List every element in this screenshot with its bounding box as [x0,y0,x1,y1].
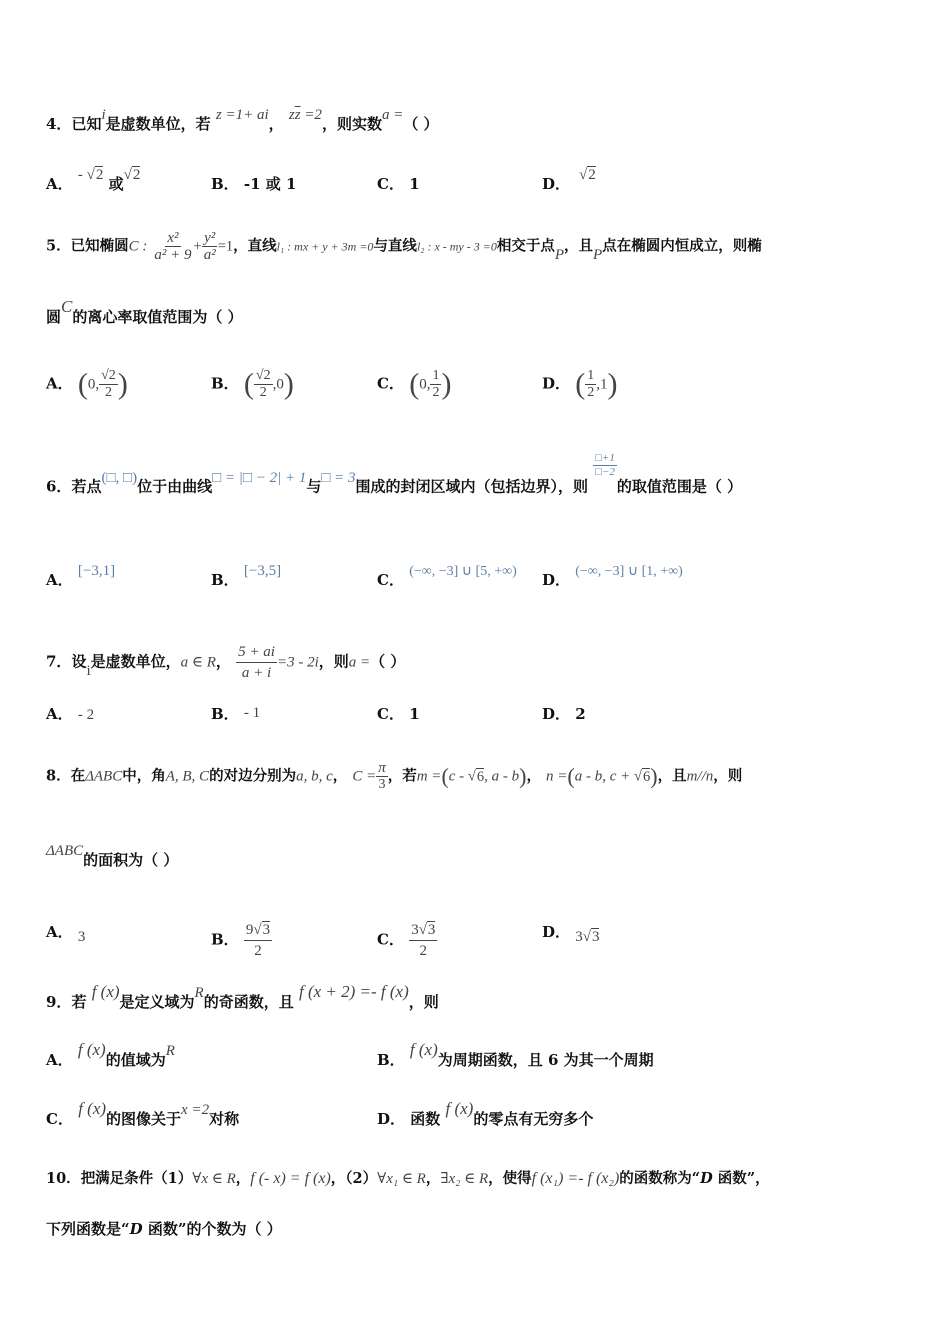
q7-option-d[interactable] [542,702,586,726]
q5-option-b[interactable]: B． ( $\frac{√2}{2}$ ,0) [211,367,294,401]
math-line-l1: l₁ : mx + y + 3m =0 [276,239,374,254]
q4-option-b[interactable] [211,172,296,196]
q-text: ，直线 [233,237,277,255]
q-text: 若点 [71,477,102,496]
option-label: A． [46,705,73,723]
q-text: 的面积为（ ） [83,851,179,869]
math-r: R [194,985,204,1001]
question-number: 9． [46,993,72,1011]
option-label: D． [542,374,571,393]
q-text: 设 [71,652,87,671]
option-text: 的图像关于 [106,1110,182,1128]
option-label: C． [46,1110,73,1128]
math-a: a = [348,654,371,671]
question-10-line-2 [46,1217,916,1241]
math-parallel: m//n [686,768,714,785]
option-label: C． [377,930,404,949]
option-label: D． [542,175,571,193]
fraction: $\frac{1}{2}$ [587,368,595,400]
q-text: （ ） [370,652,406,671]
math-zero: 0, [87,376,100,393]
q9-option-d[interactable] [377,1099,594,1131]
math-term: , a - b [484,768,520,785]
option-text: 或 [108,175,124,193]
q-text: 围成的封闭区域内（包括边界），则 [355,477,589,496]
option-label: B． [211,374,239,393]
option-label: A． [46,923,73,941]
math-value: - 2 [77,707,95,723]
q7-option-c[interactable] [377,702,420,726]
q9-option-a[interactable] [46,1040,175,1073]
d-letter: D [700,1170,713,1187]
option-label: D． [542,923,571,941]
question-number: 7． [46,652,72,671]
q-text: ， [268,115,284,133]
math-fx: f (x) [78,1099,107,1118]
sqrt-6: √6 [634,768,651,785]
math-triangle: ΔABC [46,843,84,859]
math-line-l2: l₂ : x - my - 3 =0 [416,239,497,254]
q-text: 若 [71,993,87,1011]
math-sides: a, b, c [296,768,333,785]
question-8-line-2 [46,843,916,873]
math-interval: [−3,1] [77,563,116,579]
math-forall-x1: ∀x₁ ∈ R [377,1171,426,1187]
option-text: -1 或 1 [243,175,297,193]
q-text: ， [235,1170,251,1187]
math-interval: (−∞, −3] ∪ [1, +∞) [575,564,683,579]
q-text: 位于由曲线 [137,477,213,496]
math-interval: [−3,5] [243,563,282,579]
sqrt-2: √2 [575,167,596,183]
q6-option-d[interactable] [542,564,683,594]
q4-option-c[interactable] [377,172,420,196]
question-5 [46,230,916,263]
question-9 [46,982,916,1015]
math-fx: f (x) [91,982,120,1001]
q6-option-c[interactable] [377,564,517,594]
option-text: 的值域为 [105,1051,166,1069]
q-text: 是虚数单位，若 [105,115,211,133]
q-text: ，若 [387,767,417,785]
math-zero: ,0 [272,376,284,393]
math-forall-x: ∀x ∈ R [192,1171,236,1187]
math-odd-relation: f (x₁) =- f (x₂) [531,1170,620,1187]
q-text: ，则 [408,993,439,1011]
q8-option-d[interactable] [542,920,599,945]
q-text: ， [215,652,231,671]
d-letter: D [129,1220,143,1238]
math-x-eq-2: x =2 [181,1102,210,1118]
question-number: 4． [46,115,72,133]
question-5-line-2 [46,297,916,329]
q6-option-b[interactable] [211,563,282,593]
question-number: 10． [46,1170,81,1187]
question-number: 5． [46,237,71,255]
q-text: ，且 [657,767,687,785]
q-text: 的离心率取值范围为（ ） [72,308,243,326]
q4-option-d[interactable] [542,167,596,197]
question-number: 8． [46,767,71,785]
option-text: 1 [409,175,420,193]
q-text: 已知 [71,115,102,133]
option-text: 的零点有无穷多个 [473,1110,594,1128]
option-text: 对称 [209,1110,240,1128]
option-label: B． [377,1051,405,1069]
q-text: 圆 [46,308,62,326]
q5-option-c[interactable]: C． (0, $\frac{1}{2}$ ) [377,367,452,401]
sqrt-2: √2 [123,167,141,183]
q-text: 中，角 [122,767,166,785]
fraction: $\frac{\pi}{3}$ [378,760,386,792]
math-z: z =1+ ai [215,107,269,123]
option-label: A． [46,374,73,393]
math-value: 3 [77,929,86,945]
math-even: f (- x) = f (x) [250,1170,331,1187]
question-8: 8．在ΔABC中，角A, B, C的对边分别为a, b, c， C = $\frac{\pi}{3}$ ，若m =(c - √6, a - b)， n =(a - b, c + √6)，且m//n，则 [46,760,743,792]
q-text: ，则实数 [321,115,382,133]
q-text: 的奇函数，且 [203,993,294,1011]
q7-option-a[interactable] [46,702,94,727]
math-p: P [554,246,565,263]
q-text: 函数”的个数为（ ） [142,1220,282,1238]
fraction: $\frac{3√3}{2}$ [411,922,436,959]
math-triangle: ΔABC [85,768,123,785]
q-text: 与 [306,477,322,496]
math-plus: + [193,238,202,255]
math-fx: f (x) [77,1040,106,1059]
question-number: 6． [46,477,72,496]
option-label: A． [46,571,73,589]
math-one: ,1 [596,376,608,393]
option-label: D． [542,571,571,589]
math-interval: (−∞, −3] ∪ [5, +∞) [409,564,517,579]
fraction: $\frac{□+1}{□-2}$ [595,452,615,478]
math-fx: f (x) [409,1040,438,1059]
math-fx: f (x) [445,1099,474,1118]
q-text: ，（2） [330,1170,378,1187]
fraction: $\frac{5 + ai}{a + i}$ [238,644,275,681]
q-text: 的函数称为“ [619,1170,701,1187]
math-eq: =1 [217,238,234,255]
q5-option-a[interactable]: A． (0, $\frac{√2}{2}$ ) [46,367,128,401]
q-text: ，使得 [488,1170,532,1187]
option-label: C． [377,705,404,723]
option-text: 函数 [410,1110,441,1128]
q4-option-a[interactable] [46,167,141,197]
option-label: A． [46,175,73,193]
option-label: C． [377,374,404,393]
math-value: 3√3 [575,929,600,945]
math-zzbar: $z\overline{z} =2$ [288,107,322,123]
math-a-in-r: a ∈ R [180,654,216,671]
math-exists-x2: ∃x₂ ∈ R [440,1171,489,1187]
q9-option-c[interactable] [46,1099,240,1132]
q-text: 是虚数单位， [90,652,181,671]
q-text: 已知椭圆 [70,237,129,255]
math-fx-relation: f (x + 2) =- f (x) [298,982,409,1001]
q-text: 在 [70,767,86,785]
option-label: B． [211,930,239,949]
q5-option-d[interactable]: D． ( $\frac{1}{2}$ ,1) [542,367,618,401]
question-6 [46,452,916,501]
math-zero: 0, [419,376,431,393]
q7-option-b[interactable] [211,702,260,727]
sqrt-6: √6 [467,768,485,785]
option-label: D． [542,705,571,723]
math-c: C : [128,238,148,255]
fraction: $\frac{√2}{2}$ [101,368,116,400]
q8-option-c[interactable] [377,920,437,961]
q-text: 的对边分别为 [209,767,297,785]
math-curve: □ = |□ − 2| + 1 [212,469,307,486]
fraction: $\frac{9√3}{2}$ [245,922,271,959]
math-i: i [101,107,106,123]
q-text: 函数”， [712,1170,770,1187]
fraction: $\frac{1}{2}$ [432,368,440,400]
math-c: C [61,297,73,316]
math-point: (□, □) [101,469,138,486]
option-label: B． [211,705,239,723]
q-text: 的取值范围是（ ） [616,477,743,496]
option-label: B． [211,571,239,589]
option-label: A． [46,1051,73,1069]
q-text: ，且 [564,237,594,255]
math-angles: A, B, C [165,768,210,785]
math-term: a - b, c + [574,768,635,785]
q-text: ， [526,767,541,785]
fraction: $\frac{\text{y²}}{\text{a²}}$ [203,230,216,263]
math-vector-m: m = [416,768,442,785]
q9-option-b[interactable] [377,1040,654,1072]
math-term: c - [448,768,468,785]
q8-option-b[interactable] [211,920,272,961]
math-vector-n: n = [546,768,568,785]
q-text: 点在椭圆内恒成立，则椭 [602,237,762,255]
option-text: 1 [409,705,420,723]
q-text: （ ） [403,115,439,133]
q-text: 与直线 [373,237,417,255]
math-eq: =3 - 2i [276,654,319,671]
fraction: $\frac{√2}{2}$ [255,368,271,400]
math-i: i [86,662,91,679]
option-label: D． [377,1110,406,1128]
math-p: P [593,246,603,263]
fraction: $\frac{\text{x²}}{\text{a² + 9}}$ [154,230,192,263]
q-text: 是定义域为 [119,993,195,1011]
math-line: □ = 3 [321,469,356,486]
q-text: ， [425,1170,441,1187]
q-text: 把满足条件（1） [80,1170,193,1187]
option-label: C． [377,175,404,193]
math-minus: - [77,167,87,183]
question-4 [46,107,916,137]
math-c: C = [352,768,377,785]
math-value: - 1 [243,705,261,721]
option-label: C． [377,571,404,589]
q-text: ， [332,767,348,785]
q-text: 下列函数是“ [46,1220,130,1238]
q6-option-a[interactable] [46,563,116,593]
option-text: 为周期函数，且 6 为其一个周期 [437,1051,654,1069]
option-label: B． [211,175,239,193]
sqrt-2: √2 [86,167,104,183]
q-text: ，则 [318,652,349,671]
option-text: 2 [575,705,586,723]
q8-option-a[interactable] [46,920,85,945]
q-text: ，则 [713,767,743,785]
q-text: 相交于点 [496,237,555,255]
math-a: a = [381,107,404,123]
question-10 [46,1167,916,1191]
question-7 [46,642,916,683]
math-r: R [165,1043,175,1059]
